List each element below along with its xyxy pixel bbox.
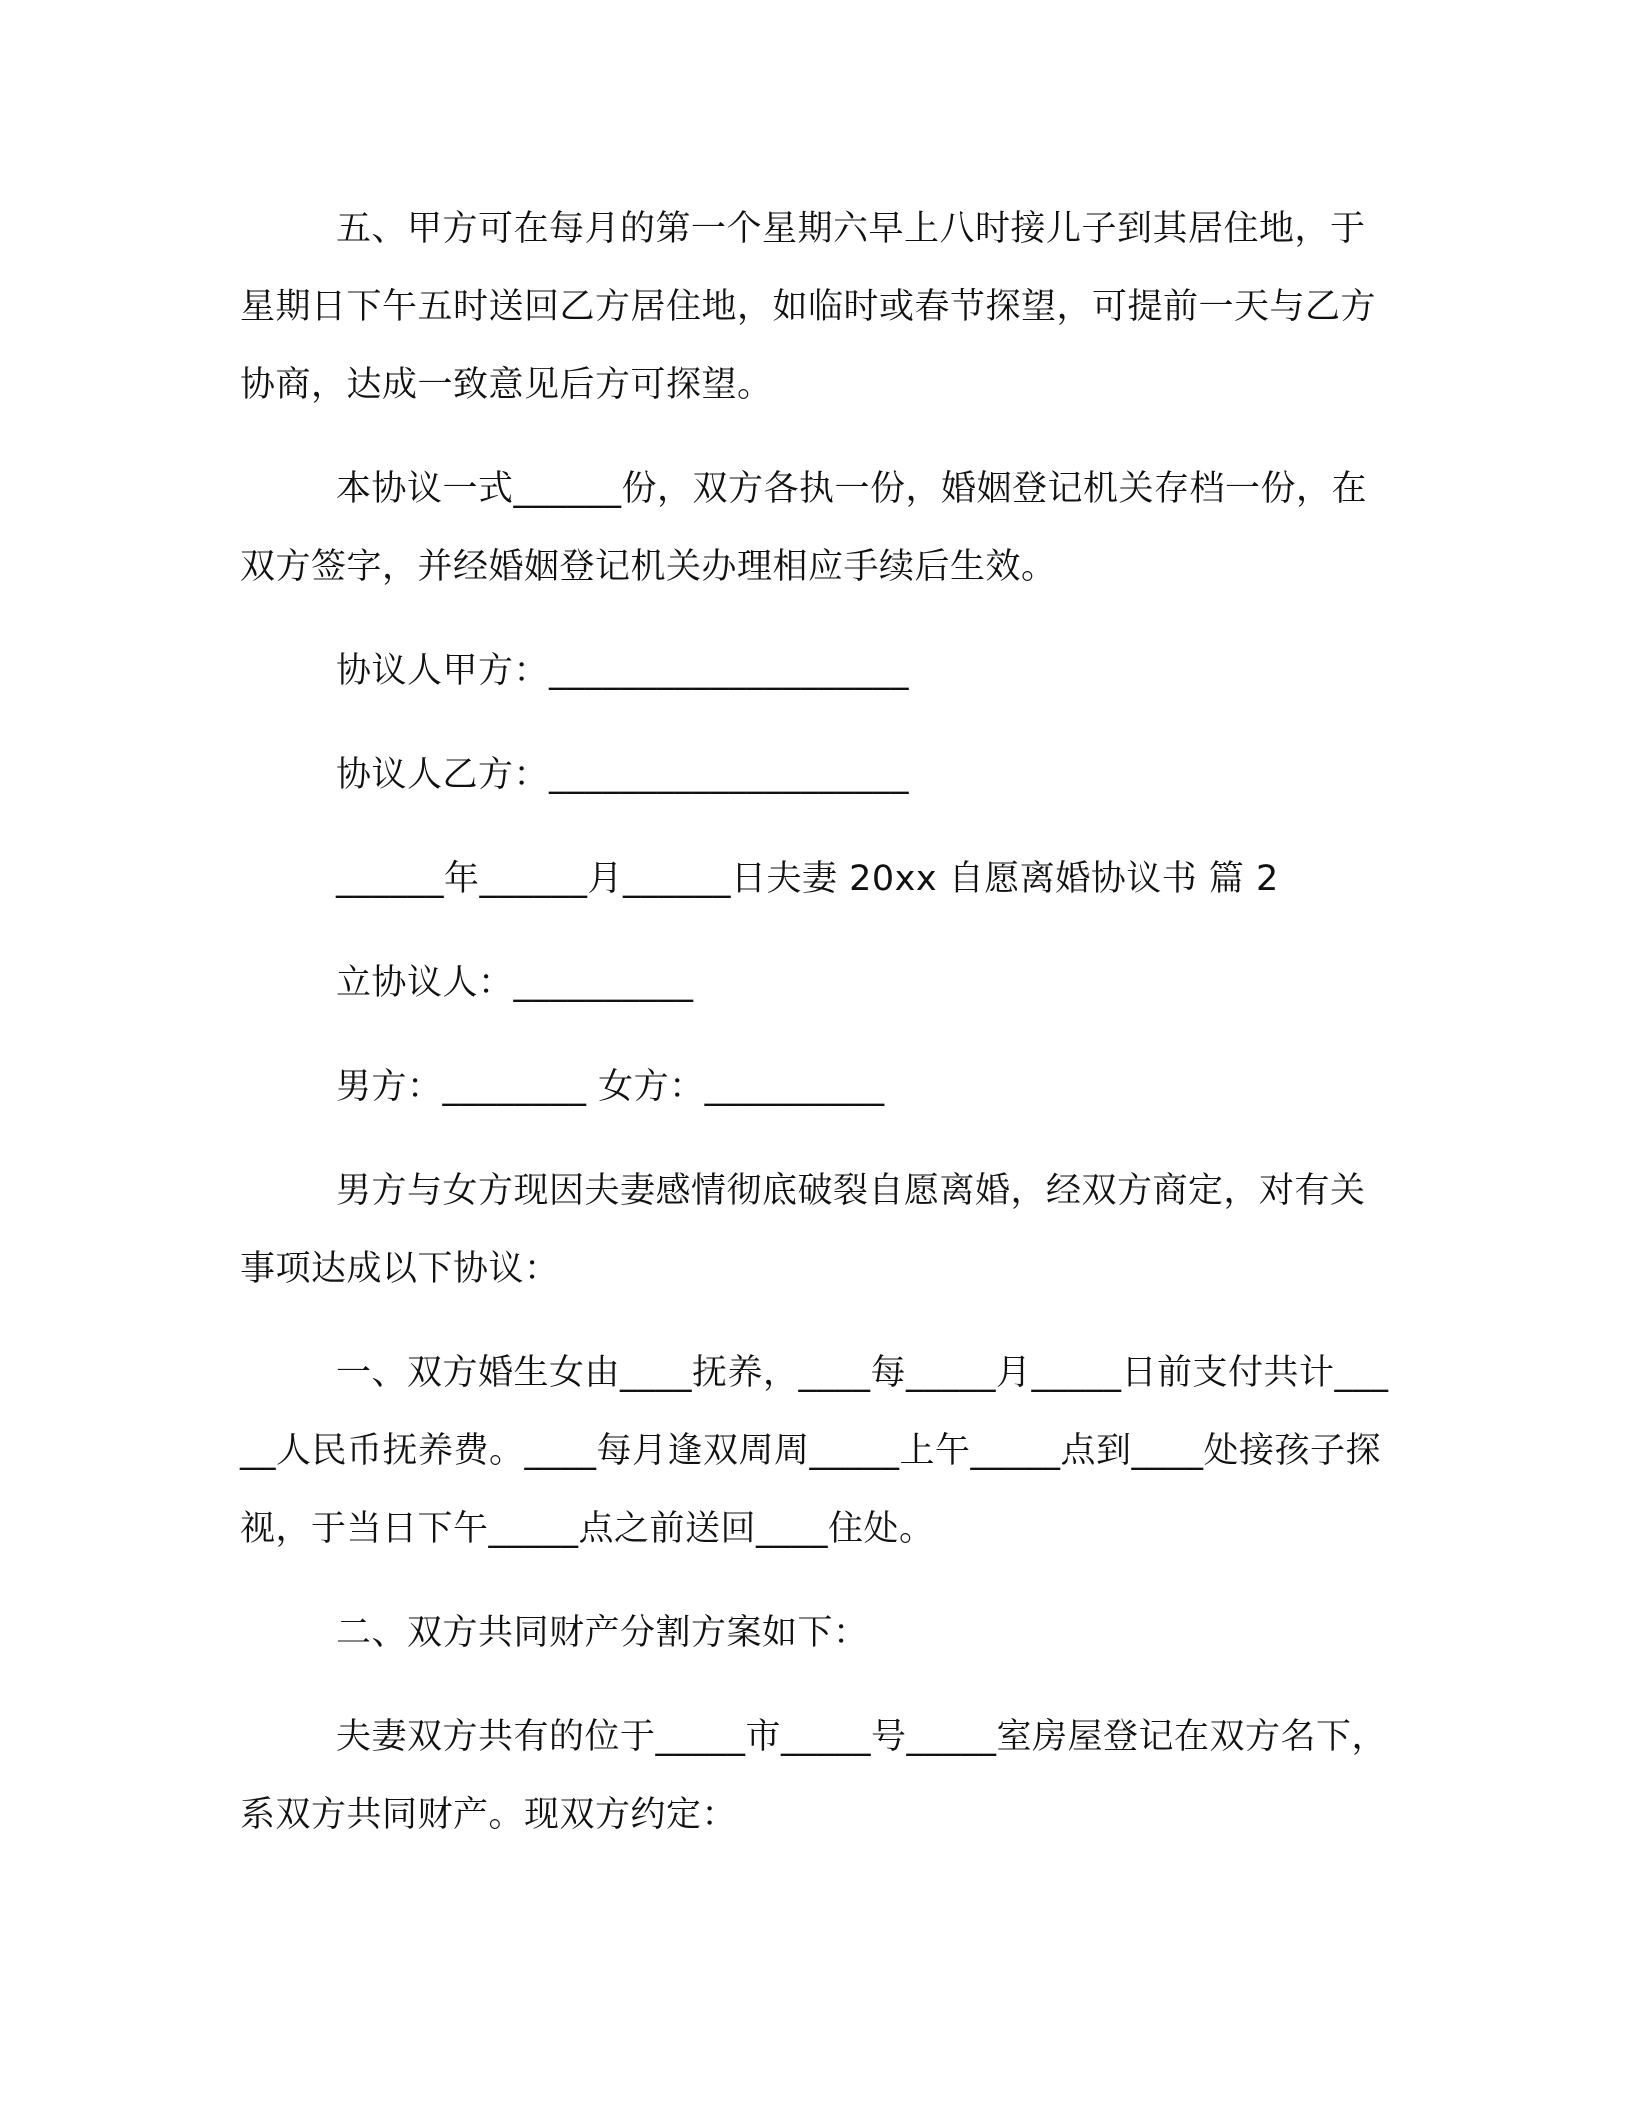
male-female-parties-line: 男方：________ 女方：__________: [336, 1067, 885, 1107]
paragraph-visitation-clause: 五、甲方可在每月的第一个星期六早上八时接儿子到其居住地，于星期日下午五时送回乙方居住地，如临时或春节探望，可提前一天与乙方协商，达成一致意见后方可探望。: [240, 209, 1377, 405]
paragraph-property-clause: 夫妻双方共有的位于_____市_____号_____室房屋登记在双方名下，系双方共同财产。现双方约定：: [240, 1717, 1388, 1835]
paragraph-divorce-intro: 男方与女方现因夫妻感情彻底破裂自愿离婚，经双方商定，对有关事项达成以下协议：: [240, 1171, 1366, 1289]
property-division-heading: 二、双方共同财产分割方案如下：: [336, 1613, 869, 1653]
date-and-section-title: ______年______月______日夫妻 20xx 自愿离婚协议书 篇 2: [336, 859, 1279, 899]
document-body: [240, 190, 1390, 1880]
agreement-maker-line: 立协议人：__________: [336, 963, 694, 1003]
signatory-party-a: 协议人甲方：____________________: [336, 651, 910, 691]
paragraph-child-support-clause: 一、双方婚生女由____抚养，____每_____月_____日前支付共计_____人民币抚养费。____每月逢双周周_____上午_____点到____处接孩子探视，于当日下午_____点之前送回____住处。: [240, 1353, 1389, 1549]
signatory-party-b: 协议人乙方：____________________: [336, 755, 910, 795]
paragraph-copies-clause: 本协议一式______份，双方各执一份，婚姻登记机关存档一份，在双方签字，并经婚姻登记机关办理相应手续后生效。: [240, 469, 1368, 587]
